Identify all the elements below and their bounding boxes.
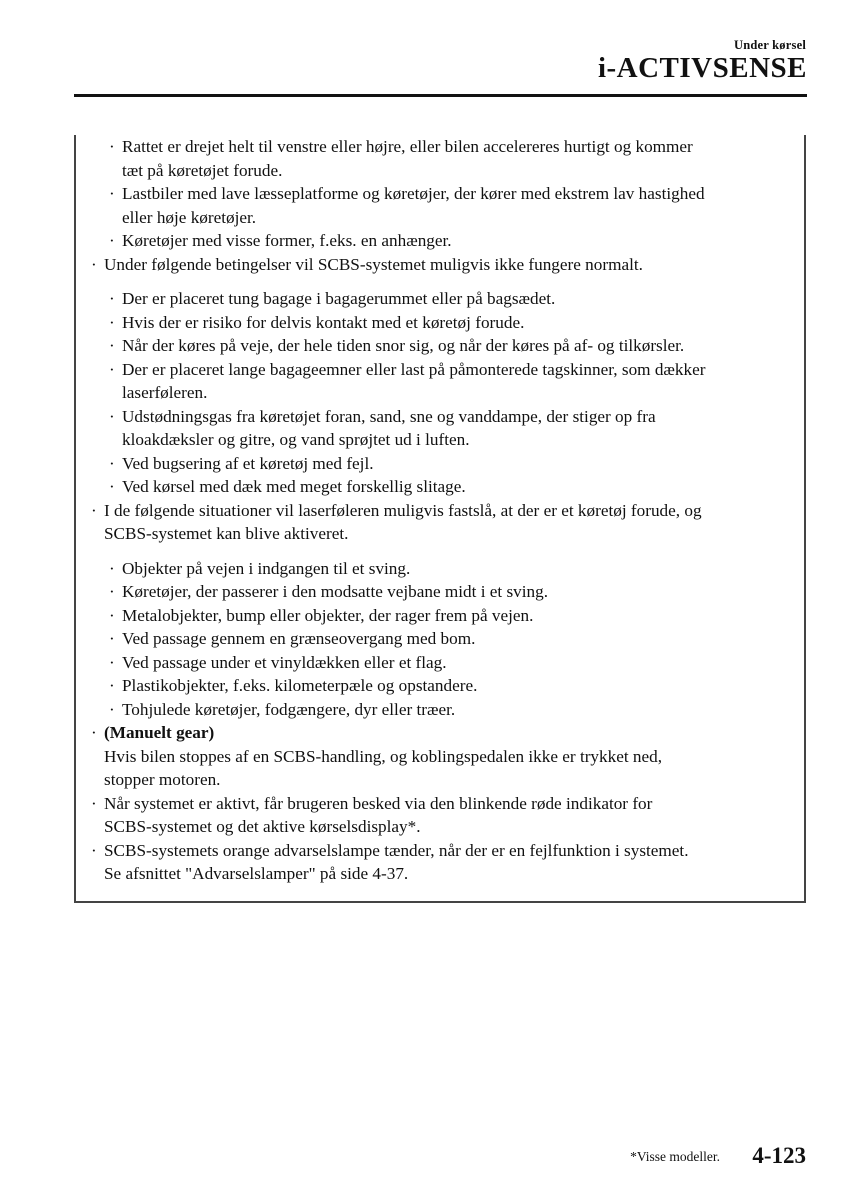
item-line: Der er placeret lange bagageemner eller last på påmonterede tagskinner, som dækker xyxy=(122,359,706,379)
item-line: laserføleren. xyxy=(122,383,208,402)
sub-item xyxy=(76,557,705,581)
item-line: Ved passage under et vinyldækken eller et flag. xyxy=(122,652,447,672)
item-line: Tohjulede køretøjer, fodgængere, dyr eller træer. xyxy=(122,699,456,719)
item-line: Plastikobjekter, f.eks. kilometerpæle og opstandere. xyxy=(122,676,478,695)
item-line: Objekter på vejen i indgangen til et sving. xyxy=(122,558,411,578)
sub-item xyxy=(76,182,705,229)
item-line: Køretøjer, der passerer i den modsatte vejbane midt i et sving. xyxy=(122,582,549,601)
main-item xyxy=(76,792,705,839)
content-list xyxy=(76,135,705,886)
item-line: Udstødningsgas fra køretøjet foran, sand, sne og vanddampe, der stiger op fra xyxy=(122,406,656,426)
main-item xyxy=(76,499,705,546)
section-label: Under kørsel xyxy=(734,38,806,52)
item-line: Under følgende betingelser vil SCBS-systemet muligvis ikke fungere normalt. xyxy=(104,254,643,274)
content-box xyxy=(74,135,806,903)
sub-item xyxy=(76,334,705,358)
item-line: SCBS-systemets orange advarselslampe tænder, når der er en fejlfunktion i systemet. xyxy=(104,840,689,860)
main-item xyxy=(76,721,705,792)
sub-item xyxy=(76,135,705,182)
bullet: · xyxy=(109,652,115,672)
item-line: I de følgende situationer vil laserføleren muligvis fastslå, at der er et køretøj forude, og xyxy=(104,500,702,520)
item-line: Hvis der er risiko for delvis kontakt med et køretøj forude. xyxy=(122,312,525,332)
bullet: · xyxy=(109,359,115,379)
bullet: · xyxy=(109,137,115,156)
bullet: · xyxy=(109,676,115,695)
page-number: 4-123 xyxy=(752,1143,806,1168)
sub-item xyxy=(76,475,705,499)
bullet: · xyxy=(91,840,97,860)
item-line: Se afsnittet "Advarselslamper" på side 4-37. xyxy=(104,864,409,883)
item-line: SCBS-systemet og det aktive kørselsdisplay*. xyxy=(104,817,421,836)
item-line: SCBS-systemet kan blive aktiveret. xyxy=(104,524,349,543)
bullet: · xyxy=(91,793,97,813)
item-line: Når systemet er aktivt, får brugeren besked via den blinkende røde indikator for xyxy=(104,793,653,813)
bullet: · xyxy=(109,605,115,625)
bullet: · xyxy=(109,289,115,308)
header-rule xyxy=(74,94,807,97)
bullet: · xyxy=(109,699,115,719)
main-item xyxy=(76,253,705,277)
sub-item xyxy=(76,580,705,604)
main-item xyxy=(76,839,705,886)
bullet: · xyxy=(91,254,97,274)
sub-item xyxy=(76,405,705,452)
item-line: Rattet er drejet helt til venstre eller højre, eller bilen accelereres hurtigt og kommer xyxy=(122,137,693,156)
bullet: · xyxy=(109,336,115,355)
bullet: · xyxy=(109,453,115,473)
sub-item xyxy=(76,287,705,311)
item-line: Hvis bilen stoppes af en SCBS-handling, og koblingspedalen ikke er trykket ned, xyxy=(104,746,663,766)
bullet: · xyxy=(109,629,115,648)
footnote: *Visse modeller. xyxy=(630,1149,720,1164)
item-line: Ved kørsel med dæk med meget forskellig slitage. xyxy=(122,477,466,496)
bullet: · xyxy=(109,477,115,496)
sub-item xyxy=(76,604,705,628)
bullet: · xyxy=(91,723,97,742)
item-line: eller høje køretøjer. xyxy=(122,207,257,227)
sub-item xyxy=(76,627,705,651)
bullet: · xyxy=(91,500,97,520)
bullet: · xyxy=(109,312,115,332)
sub-item xyxy=(76,651,705,675)
item-heading: (Manuelt gear) xyxy=(104,723,215,742)
bullet: · xyxy=(109,558,115,578)
sub-item xyxy=(76,452,705,476)
page-title: i-ACTIVSENSE xyxy=(597,52,807,84)
sub-item xyxy=(76,674,705,698)
bullet: · xyxy=(109,184,115,203)
item-line: stopper motoren. xyxy=(104,770,221,789)
item-line: tæt på køretøjet forude. xyxy=(122,160,283,180)
item-line: Når der køres på veje, der hele tiden snor sig, og når der køres på af- og tilkørsler. xyxy=(122,336,685,355)
bullet: · xyxy=(109,231,115,250)
item-line: Lastbiler med lave læsseplatforme og køretøjer, der kører med ekstrem lav hastighed xyxy=(122,184,705,203)
sub-item xyxy=(76,229,705,253)
item-line: Der er placeret tung bagage i bagagerummet eller på bagsædet. xyxy=(122,289,556,308)
bullet: · xyxy=(109,582,115,601)
bullet: · xyxy=(109,406,115,426)
item-line: kloakdæksler og gitre, og vand sprøjtet ud i luften. xyxy=(122,430,470,449)
item-line: Køretøjer med visse former, f.eks. en anhænger. xyxy=(122,231,452,250)
sub-item xyxy=(76,358,705,405)
sub-item xyxy=(76,311,705,335)
item-line: Metalobjekter, bump eller objekter, der rager frem på vejen. xyxy=(122,605,534,625)
sub-item xyxy=(76,698,705,722)
item-line: Ved passage gennem en grænseovergang med bom. xyxy=(122,629,476,648)
item-line: Ved bugsering af et køretøj med fejl. xyxy=(122,453,374,473)
